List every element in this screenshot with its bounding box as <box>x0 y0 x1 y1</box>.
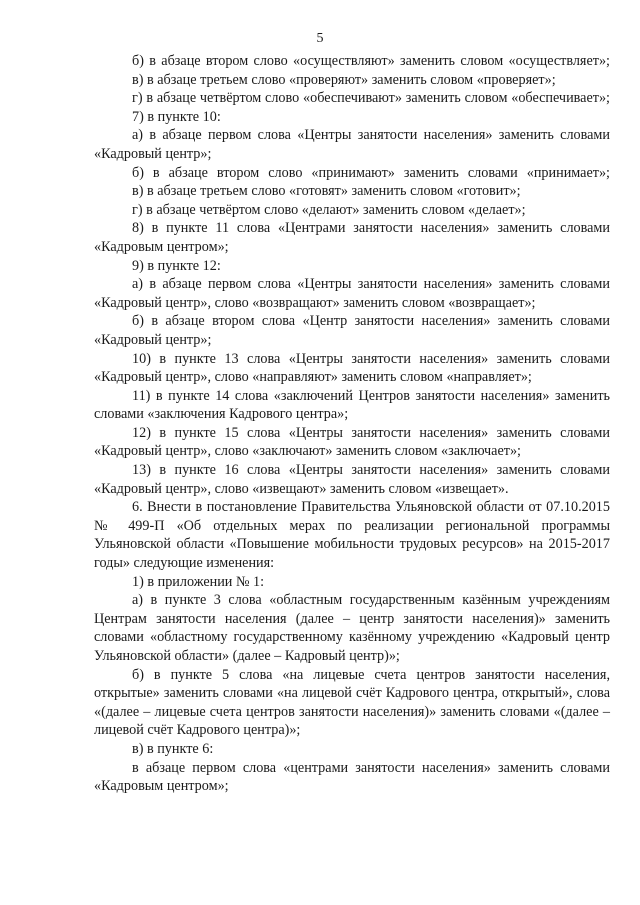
paragraph: а) в абзаце первом слова «Центры занятости населения» заменить словами «Кадровый центр»; <box>94 127 610 162</box>
paragraph: 12) в пункте 15 слова «Центры занятости населения» заменить словами «Кадровый центр», слово «заключают» заменить словом «заключает»; <box>94 424 610 460</box>
page-number: 5 <box>316 31 324 46</box>
paragraph: б) в абзаце втором слово «принимают» заменить словами «принимает»; <box>132 164 610 181</box>
paragraph: 11) в пункте 14 слова «заключений Центров занятости населения» заменить словами «заключения Кадрового центра»; <box>94 387 610 423</box>
paragraph: 9) в пункте 12: <box>132 257 221 274</box>
paragraph: в) в абзаце третьем слово «готовят» заменить словом «готовит»; <box>132 183 521 200</box>
paragraph: 1) в приложении № 1: <box>132 573 265 590</box>
paragraph: 7) в пункте 10: <box>132 108 221 125</box>
paragraph: б) в абзаце втором слово «осуществляют» заменить словом «осуществляет»; <box>132 53 610 69</box>
paragraph: 13) в пункте 16 слова «Центры занятости населения» заменить словами «Кадровый центр», слово «извещают» заменить словом «извещает». <box>94 462 610 497</box>
paragraph: в абзаце первом слова «центрами занятости населения» заменить словами «Кадровым центром»; <box>94 759 610 795</box>
paragraph: а) в пункте 3 слова «областным государственным казённым учреждениям Центрам занятости населения (далее – центр занятости населения)» заменить словами «областному государственному казённому учреждению «Кадровый центр Ульяновской области» (далее – Кадровый центр)»; <box>94 592 610 664</box>
paragraph: 6. Внести в постановление Правительства Ульяновской области от 07.10.2015 № 499-П «Об отдельных мерах по реализации региональной программы Ульяновской области «Повышение мобильности трудовых ресурсов» на 2015-2017 годы» следующие изменения: <box>94 499 610 572</box>
paragraph: б) в абзаце втором слова «Центр занятости населения» заменить словами «Кадровый центр»; <box>94 313 610 348</box>
paragraph: г) в абзаце четвёртом слово «обеспечивают» заменить словом «обеспечивает»; <box>132 90 610 107</box>
paragraph: б) в пункте 5 слова «на лицевые счета центров занятости населения, открытые» заменить словами «на лицевой счёт Кадрового центра, открытый», слова «(далее – лицевые счета центров занятости населения)» заменить словами «(далее – лицевой счёт Кадрового центра)»; <box>94 666 610 739</box>
paragraph: а) в абзаце первом слова «Центры занятости населения» заменить словами «Кадровый центр», слово «возвращают» заменить словом «возвращает»; <box>94 276 610 311</box>
paragraph: 10) в пункте 13 слова «Центры занятости населения» заменить словами «Кадровый центр», слово «направляют» заменить словом «направляет»; <box>94 350 610 386</box>
paragraph: в) в пункте 6: <box>132 740 214 757</box>
paragraph: г) в абзаце четвёртом слово «делают» заменить словом «делает»; <box>132 201 526 218</box>
paragraph: в) в абзаце третьем слово «проверяют» заменить словом «проверяет»; <box>132 71 556 88</box>
paragraph: 8) в пункте 11 слова «Центрами занятости населения» заменить словами «Кадровым центром»; <box>94 220 610 255</box>
document-body <box>94 52 610 796</box>
